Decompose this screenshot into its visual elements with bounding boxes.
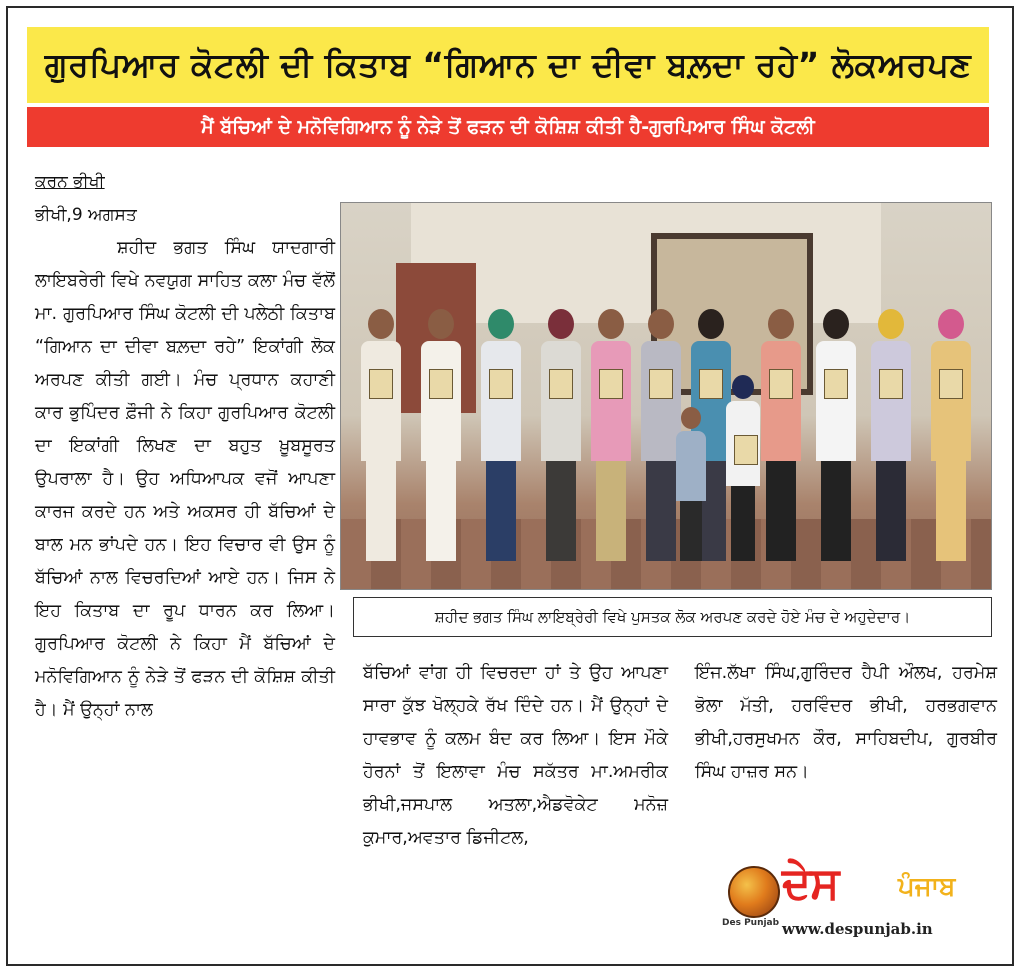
globe-icon <box>728 866 780 918</box>
logo-url: www.despunjab.in <box>782 920 933 938</box>
article-column-3: ਇੰਜ.ਲੱਖਾ ਸਿੰਘ,ਗੁਰਿੰਦਰ ਹੈਪੀ ਔਲਖ, ਹਰਮੇਸ਼ ਭੋਲਾ ਮੱਤੀ, ਹਰਵਿੰਦਰ ਭੀਖੀ, ਹਰਭਗਵਾਨ ਭੀਖੀ,ਹਰਸੁਖਮਨ ਕੌਰ, ਸਾਹਿਬਦੀਪ, ਗੁਰਬੀਰ ਸਿੰਘ ਹਾਜ਼ਰ ਸਨ। <box>695 663 997 782</box>
article-column-2: ਬੱਚਿਆਂ ਵਾਂਗ ਹੀ ਵਿਚਰਦਾ ਹਾਂ ਤੇ ਉਹ ਆਪਣਾ ਸਾਰਾ ਕੁੱਝ ਖੋਲ੍ਹਕੇ ਰੱਖ ਦਿੰਦੇ ਹਨ। ਮੈਂ ਉਨ੍ਹਾਂ ਦੇ ਹਾਵਭਾਵ ਨੂੰ ਕਲਮ ਬੰਦ ਕਰ ਲਿਆ। ਇਸ ਮੌਕੇ ਹੋਰਨਾਂ ਤੋਂ ਇਲਾਵਾ ਮੰਚ ਸਕੱਤਰ ਮਾ.ਅਮਰੀਕ ਭੀਖੀ,ਜਸਪਾਲ ਅਤਲਾ,ਐਡਵੋਕੇਟ ਮਨੋਜ਼ ਕੁਮਾਰ,ਅਵਤਾਰ ਡਿਜੀਟਲ, <box>363 663 668 848</box>
des-punjab-logo <box>722 858 998 943</box>
byline: ਕਰਨ ਭੀਖੀ <box>35 172 105 192</box>
subheadline-banner <box>27 107 989 147</box>
person <box>541 309 581 561</box>
person <box>421 309 461 561</box>
person <box>871 309 911 561</box>
child <box>676 407 706 561</box>
person <box>481 309 521 561</box>
logo-name-gold: ਪੰਜਾਬ <box>898 872 956 902</box>
person <box>816 309 856 561</box>
person <box>361 309 401 561</box>
person <box>931 309 971 561</box>
person <box>641 309 681 561</box>
article-column-1: ਸ਼ਹੀਦ ਭਗਤ ਸਿੰਘ ਯਾਦਗਾਰੀ ਲਾਇਬਰੇਰੀ ਵਿਖੇ ਨਵਯੁਗ ਸਾਹਿਤ ਕਲਾ ਮੰਚ ਵੱਲੋਂ ਮਾ. ਗੁਰਪਿਆਰ ਸਿੰਘ ਕੋਟਲੀ ਦੀ ਪਲੇਠੀ ਕਿਤਾਬ “ਗਿਆਨ ਦਾ ਦੀਵਾ ਬਲ਼ਦਾ ਰਹੇ” ਇਕਾਂਗੀ ਲੋਕ ਅਰਪਣ ਕੀਤੀ ਗਈ। ਮੰਚ ਪ੍ਰਧਾਨ ਕਹਾਣੀ ਕਾਰ ਭੁਪਿੰਦਰ ਫ਼ੌਜੀ ਨੇ ਕਿਹਾ ਗੁਰਪਿਆਰ ਕੋਟਲੀ ਦਾ ਇਕਾਂਗੀ ਲਿਖਣ ਦਾ ਬਹੁਤ ਖ਼ੂਬਸੂਰਤ ਉਪਰਾਲਾ ਹੈ। ਉਹ ਅਧਿਆਪਕ ਵਜੋਂ ਆਪਣਾ ਕਾਰਜ ਕਰਦੇ ਹਨ ਅਤੇ ਅਕਸਰ ਹੀ ਬੱਚਿਆਂ ਦੇ ਬਾਲ ਮਨ ਭਾਂਪਦੇ ਹਨ। ਇਹ ਵਿਚਾਰ ਵੀ ਉਸ ਨੂੰ ਬੱਚਿਆਂ ਨਾਲ ਵਿਚਰਦਿਆਂ ਆਏ ਹਨ। ਜਿਸ ਨੇ ਇਹ ਕਿਤਾਬ ਦਾ ਰੂਪ ਧਾਰਨ ਕਰ ਲਿਆ। ਗੁਰਪਿਆਰ ਕੋਟਲੀ ਨੇ ਕਿਹਾ ਮੈਂ ਬੱਚਿਆਂ ਦੇ ਮਨੋਵਿਗਿਆਨ ਨੂੰ ਨੇੜੇ ਤੋਂ ਫੜਨ ਦੀ ਕੋਸ਼ਿਸ਼ ਕੀਤੀ ਹੈ। ਮੈਂ ਉਨ੍ਹਾਂ ਨਾਲ <box>35 238 335 720</box>
headline: ਗੁਰਪਿਆਰ ਕੋਟਲੀ ਦੀ ਕਿਤਾਬ “ਗਿਆਨ ਦਾ ਦੀਵਾ ਬਲ਼ਦਾ ਰਹੇ” ਲੋਕਅਰਪਣ <box>44 45 972 84</box>
subheadline: ਮੈਂ ਬੱਚਿਆਂ ਦੇ ਮਨੋਵਿਗਿਆਨ ਨੂੰ ਨੇੜੇ ਤੋਂ ਫੜਨ ਦੀ ਕੋਸ਼ਿਸ਼ ਕੀਤੀ ਹੈ-ਗੁਰਪਿਆਰ ਸਿੰਘ ਕੋਟਲੀ <box>201 116 815 138</box>
dateline: ਭੀਖੀ,9 ਅਗਸਤ <box>35 205 137 225</box>
person <box>761 309 801 561</box>
person <box>591 309 631 561</box>
logo-name-red: ਦੇਸ <box>782 858 839 909</box>
headline-banner <box>27 27 989 103</box>
logo-globe-label: Des Punjab <box>722 918 780 928</box>
event-photo <box>340 202 992 590</box>
photo-caption: ਸ਼ਹੀਦ ਭਗਤ ਸਿੰਘ ਲਾਇਬ੍ਰੇਰੀ ਵਿਖੇ ਪੁਸਤਕ ਲੋਕ ਅਰਪਣ ਕਰਦੇ ਹੋਏ ਮੰਚ ਦੇ ਅਹੁਦੇਦਾਰ। <box>434 608 911 626</box>
photo-caption-box <box>353 597 992 637</box>
child <box>726 375 760 561</box>
